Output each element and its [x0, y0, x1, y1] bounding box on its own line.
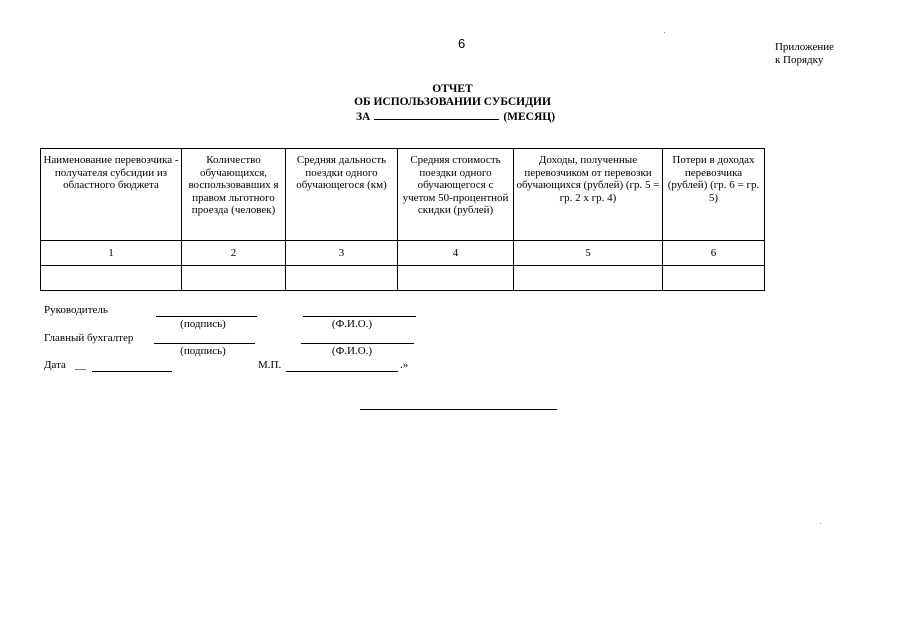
column-number: 3 [286, 241, 398, 266]
head-signature-line [156, 316, 257, 317]
scan-speck [664, 32, 665, 33]
title-period-suffix: (МЕСЯЦ) [503, 111, 556, 123]
accountant-signature-line [154, 343, 255, 344]
header-cell-avg-cost: Средняя стоимость поездки одного обучающегося с учетом 50-процентной скидки (рублей) [398, 149, 514, 241]
accountant-name-line [301, 343, 414, 344]
report-table [40, 148, 765, 291]
header-cell-avg-distance: Средняя дальность поездки одного обучающегося (км) [286, 149, 398, 241]
title-line-3 [3, 109, 905, 124]
bottom-separator-line [360, 409, 557, 410]
report-title [0, 83, 905, 124]
column-number: 1 [41, 241, 182, 266]
column-number: 2 [182, 241, 286, 266]
head-signature-caption: (подпись) [180, 318, 226, 330]
header-cell-income: Доходы, полученные перевозчиком от перевозки обучающихся (рублей) (гр. 5 = гр. 2 x гр. 4) [514, 149, 663, 241]
table-cell [663, 266, 765, 291]
date-line [92, 371, 172, 372]
title-line-1: ОТЧЕТ [432, 83, 473, 95]
column-number: 4 [398, 241, 514, 266]
table-cell [41, 266, 182, 291]
appendix-line-1: Приложение [774, 41, 834, 53]
date-label: Дата [44, 359, 66, 371]
date-day-blank: __ [75, 359, 86, 371]
closing-quote: .» [400, 359, 409, 371]
title-month-blank [374, 109, 499, 120]
table-cell [398, 266, 514, 291]
header-cell-students-count: Количество обучающихся, воспользовавших я правом льготного проезда (человек) [182, 149, 286, 241]
title-line-2: ОБ ИСПОЛЬЗОВАНИИ СУБСИДИИ [354, 96, 551, 108]
accountant-signature-caption: (подпись) [180, 345, 226, 357]
table-row [41, 266, 765, 291]
title-period-prefix: ЗА [355, 111, 371, 123]
scan-speck [820, 523, 821, 524]
table-cell [514, 266, 663, 291]
table-header-row [41, 149, 765, 241]
accountant-label: Главный бухгалтер [44, 332, 134, 344]
table-cell [182, 266, 286, 291]
accountant-name-caption: (Ф.И.О.) [331, 345, 373, 357]
column-number: 5 [514, 241, 663, 266]
head-name-line [303, 316, 416, 317]
page-number: 6 [458, 36, 466, 51]
header-cell-losses: Потери в доходах перевозчика (рублей) (гр. 6 = гр. 5) [663, 149, 765, 241]
table-column-number-row [41, 241, 765, 266]
head-label: Руководитель [44, 304, 108, 316]
table-cell [286, 266, 398, 291]
head-name-caption: (Ф.И.О.) [331, 318, 373, 330]
stamp-line [286, 371, 398, 372]
column-number: 6 [663, 241, 765, 266]
appendix-note [775, 41, 834, 67]
appendix-line-2: к Порядку [774, 54, 824, 66]
header-cell-carrier: Наименование перевозчика - получателя субсидии из областного бюджета [41, 149, 182, 241]
stamp-label: М.П. [258, 359, 282, 371]
